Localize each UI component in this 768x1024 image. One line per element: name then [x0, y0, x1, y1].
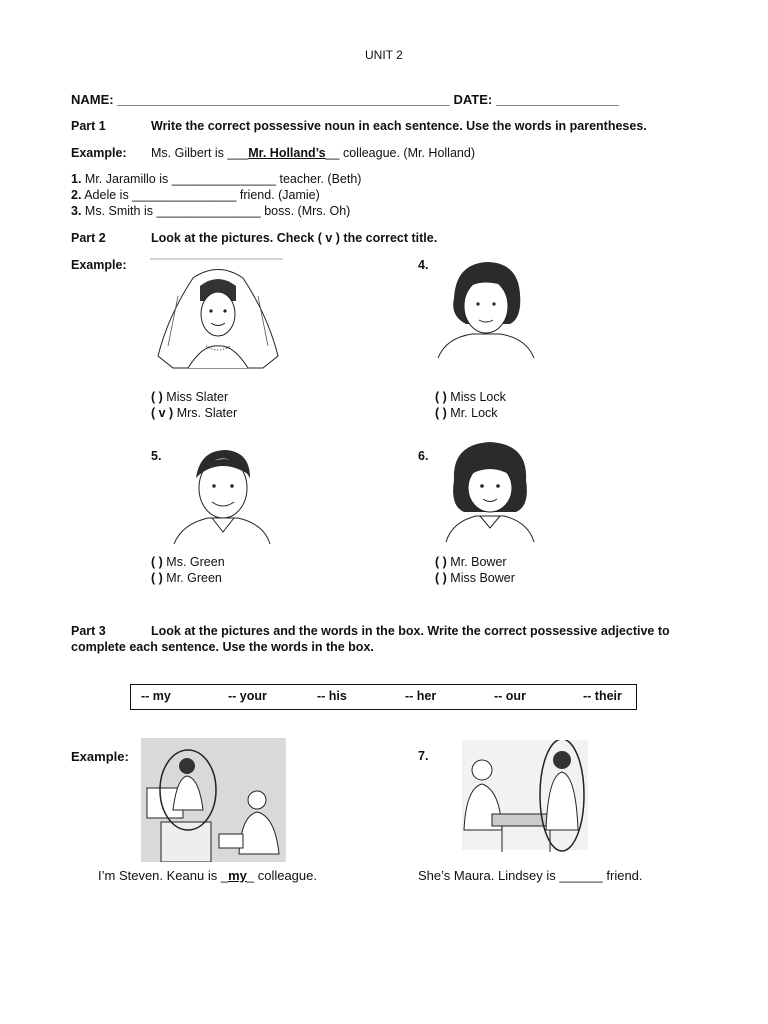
q4-number: 4. — [418, 258, 429, 272]
word-their: -- their — [583, 689, 622, 703]
part3-example-sentence — [98, 868, 317, 883]
man-picture — [172, 444, 272, 546]
name-blank[interactable]: ______________________________________________ — [117, 92, 450, 107]
part1-example-sentence — [151, 146, 475, 160]
office-picture — [141, 738, 286, 862]
part1-example-label: Example: — [71, 146, 127, 160]
part2-label: Part 2 — [71, 231, 106, 245]
q7-number: 7. — [418, 749, 429, 763]
option-label: Miss Bower — [450, 571, 515, 585]
girl-picture — [442, 436, 538, 544]
q5-number: 5. — [151, 449, 162, 463]
word-your: -- your — [228, 689, 267, 703]
name-label: NAME: — [71, 92, 114, 107]
q5-option-a[interactable] — [151, 555, 225, 569]
example-answer: Mr. Holland’s — [248, 146, 326, 160]
checkbox-mark[interactable]: ( ) — [151, 555, 163, 569]
checkbox-mark[interactable]: ( ) — [435, 571, 447, 585]
option-label: Mrs. Slater — [176, 406, 238, 420]
option-label: Miss Slater — [166, 390, 229, 404]
word-his: -- his — [317, 689, 347, 703]
checkbox-mark[interactable]: ( v ) — [151, 406, 174, 420]
word-our: -- our — [494, 689, 526, 703]
part1-item-3 — [71, 204, 350, 218]
option-label: Miss Lock — [450, 390, 506, 404]
part1-item-1 — [71, 172, 361, 186]
part3-instruction-line2: complete each sentence. Use the words in the box. — [71, 640, 374, 654]
date-label: DATE: — [453, 92, 493, 107]
q6-option-b[interactable] — [435, 571, 515, 585]
example-pre-text: Ms. Gilbert is ___ — [151, 146, 249, 160]
example-pre-text: I’m Steven. Keanu is _ — [98, 868, 229, 883]
checkbox-mark[interactable]: ( ) — [151, 571, 163, 585]
cafe-picture — [452, 740, 588, 858]
checkbox-mark[interactable]: ( ) — [435, 555, 447, 569]
bride-picture — [148, 256, 288, 372]
q7-sentence: She’s Maura. Lindsey is ______ friend. — [418, 868, 643, 883]
word-my: -- my — [141, 689, 171, 703]
q4-option-a[interactable] — [435, 390, 506, 404]
part2-example-label: Example: — [71, 258, 127, 272]
example-post-text: __ colleague. (Mr. Holland) — [325, 146, 475, 160]
example-answer: my — [228, 868, 247, 883]
q6-number: 6. — [418, 449, 429, 463]
item-number: 2. — [71, 188, 82, 202]
word-her: -- her — [405, 689, 437, 703]
woman-picture — [436, 258, 536, 362]
part1-instruction: Write the correct possessive noun in each sentence. Use the words in parentheses. — [151, 119, 647, 133]
part3-label: Part 3 — [71, 624, 106, 638]
item-number: 1. — [71, 172, 82, 186]
word-box — [130, 684, 637, 710]
option-label: Mr. Bower — [450, 555, 507, 569]
part1-item-2 — [71, 188, 320, 202]
option-label: Mr. Lock — [450, 406, 498, 420]
option-label: Ms. Green — [166, 555, 225, 569]
ex-option-b[interactable] — [151, 406, 237, 420]
part2-instruction: Look at the pictures. Check ( v ) the correct title. — [151, 231, 438, 245]
item-text: Ms. Smith is _______________ boss. (Mrs. Oh) — [81, 204, 351, 218]
ex-option-a[interactable] — [151, 390, 228, 404]
option-label: Mr. Green — [166, 571, 222, 585]
q6-option-a[interactable] — [435, 555, 507, 569]
q4-option-b[interactable] — [435, 406, 498, 420]
checkbox-mark[interactable]: ( ) — [435, 390, 447, 404]
part3-instruction-line1: Look at the pictures and the words in the box. Write the correct possessive adjective to — [151, 624, 670, 638]
name-line — [71, 92, 619, 107]
item-text: Mr. Jaramillo is _______________ teacher. (Beth) — [81, 172, 362, 186]
unit-title: UNIT 2 — [365, 48, 403, 62]
checkbox-mark[interactable]: ( ) — [151, 390, 163, 404]
part3-example-label: Example: — [71, 749, 129, 764]
date-blank[interactable]: _________________ — [495, 92, 619, 107]
part1-label: Part 1 — [71, 119, 106, 133]
item-text: Adele is _______________ friend. (Jamie) — [81, 188, 320, 202]
q5-option-b[interactable] — [151, 571, 222, 585]
example-post-text: _ colleague. — [246, 868, 317, 883]
checkbox-mark[interactable]: ( ) — [435, 406, 447, 420]
item-number: 3. — [71, 204, 82, 218]
